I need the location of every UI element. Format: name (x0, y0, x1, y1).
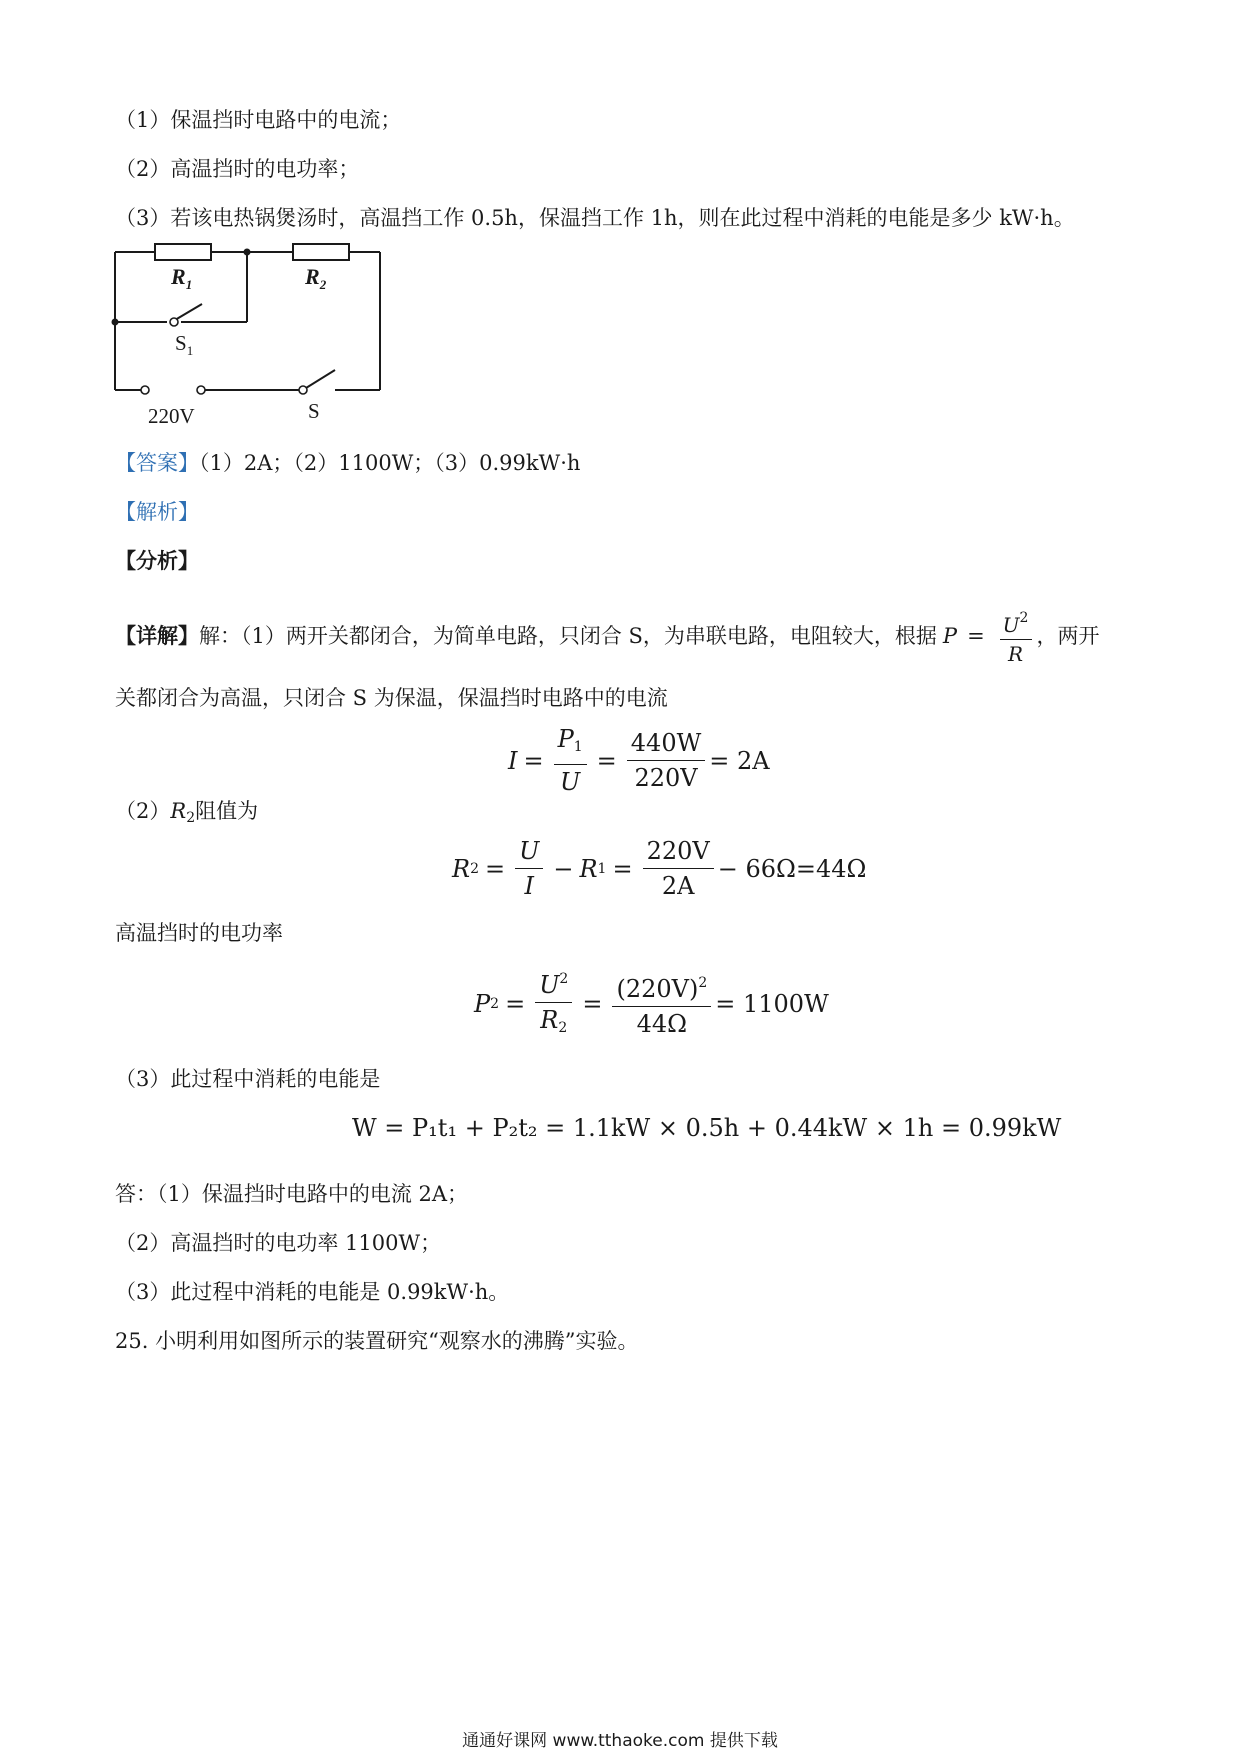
switch-s1-terminal (170, 318, 178, 326)
resistor-r1-symbol (155, 244, 211, 260)
footer-text: 通通好课网 www.tthaoke.com 提供下载 (462, 1731, 778, 1751)
r2-label: $R_2$ (305, 264, 327, 292)
answer-line (115, 449, 580, 477)
terminal-right (197, 386, 205, 394)
equation-energy: W = P₁t₁ + P₂t₂ = 1.1kW × 0.5h + 0.44kW × 1h = 0.99kW (352, 1114, 1062, 1142)
equation-r2: R 2 = $\frac{U}{I}$ − R 1 = $\frac{220V}{2A}$ − 66Ω=44Ω (452, 837, 867, 900)
conclusion-3: （3）此过程中消耗的电能是 0.99kW·h。 (115, 1280, 510, 1304)
resistor-r2-symbol (293, 244, 349, 260)
conclusion-1: 答：（1）保温挡时电路中的电流 2A； (115, 1182, 469, 1206)
next-question: 25. 小明利用如图所示的装置研究“观察水的沸腾”实验。 (115, 1329, 639, 1353)
formula-eq: = (967, 624, 985, 648)
detail-text-1: 解：（1）两开关都闭合，为简单电路，只闭合 S，为串联电路，电阻较大，根据 (199, 624, 937, 648)
junction-node (244, 249, 251, 256)
voltage-label: 220V (148, 404, 195, 428)
s1-label: $S_1$ (175, 331, 194, 358)
terminal-left (141, 386, 149, 394)
formula-fraction: $\frac{U^2}{R}$ (999, 606, 1033, 666)
question-part-3: （3）若该电热锅煲汤时，高温挡工作 0.5h，保温挡工作 1h，则在此过程中消耗的电能是多少 kW·h。 (115, 206, 1075, 230)
question-part-1: （1）保温挡时电路中的电流； (115, 108, 402, 132)
power-intro: 高温挡时的电功率 (115, 921, 283, 945)
formula-p: P (942, 624, 958, 648)
junction-node (112, 319, 119, 326)
question-part-2: （2）高温挡时的电功率； (115, 157, 360, 181)
switch-s-blade (306, 370, 335, 388)
switch-s-terminal (299, 386, 307, 394)
conclusion-2: （2）高温挡时的电功率 1100W； (115, 1231, 442, 1255)
answer-text: （1）2A；（2）1100W；（3）0.99kW·h (199, 451, 581, 475)
equation-power: P 2 = $\frac{U^2}{R_2}$ = $\frac{(220V)^2}{44\Omega}$ = 1100W (474, 964, 829, 1043)
r1-label: $R_1$ (171, 264, 193, 292)
detail-tag: 【详解】 (115, 623, 199, 648)
equation-current: I = $\frac{P_1}{U}$ = $\frac{440W}{220V}$ = 2A (508, 725, 770, 796)
energy-intro: （3）此过程中消耗的电能是 (115, 1067, 381, 1091)
switch-s1-blade (175, 304, 202, 320)
fenxi-tag: 【分析】 (115, 548, 199, 573)
s-label: S (308, 399, 320, 423)
analysis-tag: 【解析】 (115, 500, 199, 524)
detail-text-1-tail: ，两开 (1036, 624, 1100, 648)
detail-line-1 (115, 606, 1099, 666)
answer-tag: 【答案】 (115, 451, 199, 475)
detail-line-2: 关都闭合为高温，只闭合 S 为保温，保温挡时电路中的电流 (115, 686, 668, 710)
circuit-diagram (105, 238, 395, 428)
r2-intro: $(2)R_2$阻值为 (115, 799, 259, 826)
